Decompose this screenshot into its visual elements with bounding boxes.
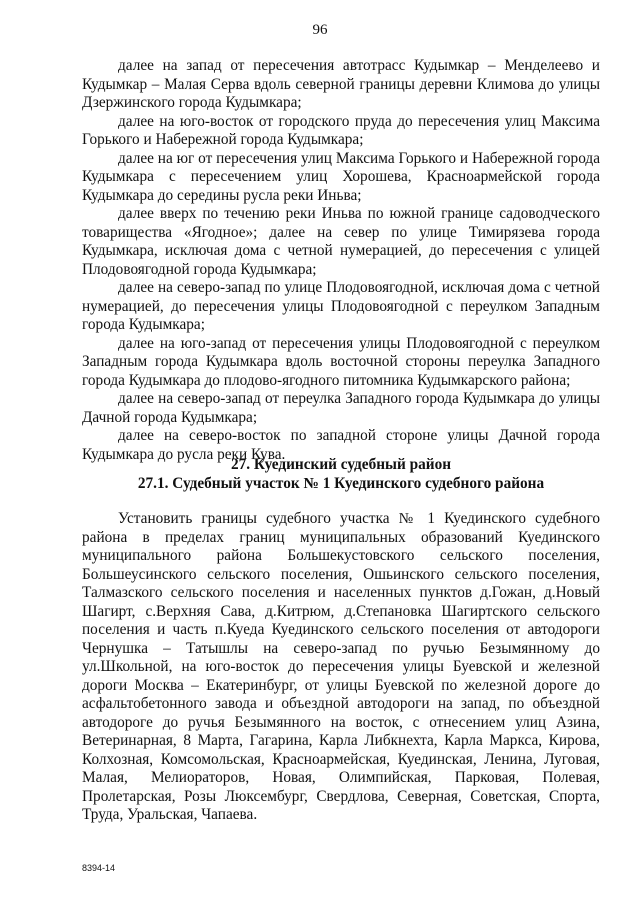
paragraph: далее на северо-запад от переулка Западного города Кудымкара до улицы Дачной города Кудымкара; (82, 390, 600, 426)
boundary-description (82, 57, 600, 464)
document-code: 8394-14 (82, 863, 116, 873)
section-body (82, 510, 600, 825)
paragraph: далее на юг от пересечения улиц Максима Горького и Набережной города Кудымкара с пересечением улиц Хорошева, Красноармейской города Кудымкара до середины русла реки Иньва; (82, 149, 600, 204)
paragraph: далее на запад от пересечения автотрасс Кудымкар – Менделеево и Кудымкар – Малая Серва вдоль северной границы деревни Климова до улицы Дзержинского города Кудымкара; (82, 57, 600, 111)
page-number: 96 (312, 22, 328, 38)
paragraph: далее на юго-восток от городского пруда до пересечения улиц Максима Горького и Набережной города Кудымкара; (82, 112, 600, 148)
subsection-heading: 27.1. Судебный участок № 1 Куединского судебного района (137, 474, 545, 492)
section-headings (82, 456, 600, 493)
paragraph: далее вверх по течению реки Иньва по южной границе садоводческого товарищества «Ягодное»; далее на север по улице Тимирязева города Кудымкара, исключая дома с четной нумерацией, до пересечения с улицей Плодовоягодной города Кудымкара; (82, 205, 600, 278)
paragraph: далее на северо-запад по улице Плодовоягодной, исключая дома с четной нумерацией, до пересечения улицы Плодовоягодной с переулком Западным города Кудымкара; (82, 279, 600, 333)
paragraph: далее на юго-запад от пересечения улицы Плодовоягодной с переулком Западным города Кудымкара вдоль восточной стороны переулка Западного города Кудымкара до плодово-ягодного питомника Кудымкарского района; (82, 334, 600, 389)
paragraph: далее на северо-восток по западной стороне улицы Дачной города Кудымкара до русла реки Кува. (82, 427, 600, 463)
paragraph: Установить границы судебного участка № 1 Куединского судебного района в пределах границ муниципальных образований Куединского муниципального района Большекустовского сельского поселения, Большеусинского сельского поселения, Ошьинского сельского поселения, Талмазского сельского поселения и населенных пунктов д.Гожан, д.Новый Шагирт, с.Верхняя Сава, д.Китрюм, д.Степановка Шагиртского сельского поселения и часть п.Куеда Куединского сельского поселения от автодороги Чернушка – Татышлы на северо-запад по ручью Безымянному до ул.Школьной, на юго-восток до пересечения улицы Буевской и железной дороги Москва – Екатеринбург, от улицы Буевской по железной дороге до асфальтобетонного завода и объездной автодороги на запад, по объездной автодороге до ручья Безымянного на восток, с отнесением улиц Азина, Ветеринарная, 8 Марта, Гагарина, Карла Либкнехта, Карла Маркса, Кирова, Колхозная, Комсомольская, Красноармейская, Куединская, Ленина, Луговая, Малая, Мелиораторов, Новая, Олимпийская, Парковая, Полевая, Пролетарская, Розы Люксембург, Свердлова, Северная, Советская, Спорта, Труда, Уральская, Чапаева. (82, 510, 600, 823)
section-heading: 27. Куединский судебный район (230, 456, 452, 473)
